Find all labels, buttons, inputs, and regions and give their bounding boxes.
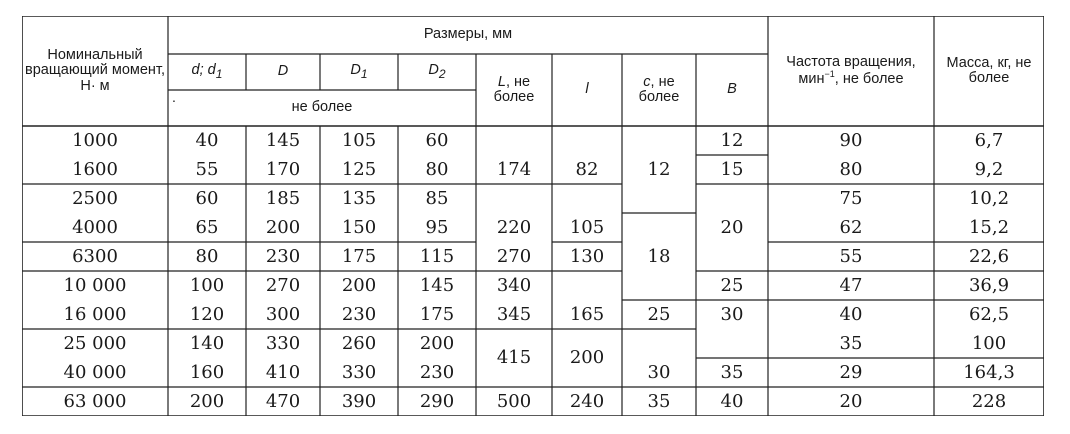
cell-l-merged: 415 [496, 347, 532, 368]
coupling-parameters-table [22, 16, 1044, 416]
cell-l-merged: 220 [496, 216, 532, 238]
cell-l-merged: 345 [496, 303, 532, 325]
cell-mass: 164,3 [963, 361, 1015, 383]
cell-moment: 4000 [72, 216, 118, 238]
cell-l-merged: 270 [496, 245, 532, 267]
cell-D1: 125 [341, 158, 377, 180]
cell-D: 200 [265, 216, 301, 238]
cell-moment: 1600 [72, 158, 118, 180]
cell-D2: 175 [419, 303, 455, 325]
cell-freq: 29 [839, 361, 863, 383]
header-mass [934, 16, 1044, 126]
cell-b-merged: 20 [720, 216, 744, 238]
cell-freq: 40 [839, 303, 863, 325]
header-not-more-label: не более [291, 99, 353, 116]
cell-freq: 80 [839, 158, 863, 180]
cell-c-merged: 12 [647, 158, 671, 180]
cell-d: 120 [189, 303, 225, 325]
header-D2-label: D [428, 62, 439, 79]
cell-D: 410 [265, 361, 301, 383]
cell-freq: 90 [839, 129, 863, 151]
cell-moment: 6300 [72, 245, 118, 267]
cell-mass: 9,2 [974, 158, 1004, 180]
cell-b-merged: 15 [720, 158, 744, 180]
cell-freq: 47 [839, 274, 863, 296]
cell-l-merged: 82 [575, 158, 599, 180]
header-freq-sup: −1 [824, 69, 835, 80]
cell-D2: 60 [425, 129, 449, 151]
header-D2 [398, 54, 476, 90]
cell-D1: 390 [341, 390, 377, 412]
cell-mass: 6,7 [974, 129, 1004, 151]
header-c-letter: c [643, 73, 651, 90]
cell-d: 55 [195, 158, 219, 180]
cell-l-merged: 500 [496, 390, 532, 412]
cell-D: 170 [265, 158, 301, 180]
header-dot-mark: · [171, 91, 177, 108]
cell-mass: 22,6 [968, 245, 1010, 267]
cell-moment: 2500 [72, 187, 118, 209]
cell-b-merged: 30 [720, 303, 744, 325]
cell-D1: 150 [341, 216, 377, 238]
cell-D1: 230 [341, 303, 377, 325]
cell-b-merged: 35 [720, 361, 744, 383]
header-L-tail: , не более [493, 73, 535, 105]
cell-D2: 145 [419, 274, 455, 296]
cell-l-merged: 130 [569, 245, 605, 267]
header-D [246, 54, 320, 90]
cell-D1: 330 [341, 361, 377, 383]
header-D2-sub: 2 [438, 67, 446, 82]
header-sizes-label: Размеры, мм [423, 26, 513, 43]
cell-b-merged: 40 [720, 390, 744, 412]
cell-c-merged: 30 [647, 361, 671, 383]
cell-mass: 100 [971, 332, 1007, 354]
header-L-letter: L [497, 73, 506, 90]
cell-l-merged: 165 [569, 303, 605, 325]
cell-D: 270 [265, 274, 301, 296]
cell-D2: 85 [425, 187, 449, 209]
cell-mass: 10,2 [968, 187, 1010, 209]
cell-d: 65 [195, 216, 219, 238]
header-B-label: B [727, 81, 737, 98]
cell-b-merged: 25 [720, 274, 744, 296]
cell-l-merged: 174 [496, 158, 532, 180]
header-freq-tail: , не более [834, 70, 904, 87]
cell-D2: 230 [419, 361, 455, 383]
header-D1-label: D [350, 62, 361, 79]
cell-freq: 35 [839, 332, 863, 354]
cell-l-merged: 240 [569, 390, 605, 412]
cell-D1: 175 [341, 245, 377, 267]
cell-d: 140 [189, 332, 225, 354]
cell-d: 200 [189, 390, 225, 412]
cell-b-merged: 12 [720, 129, 744, 151]
cell-D1: 260 [341, 332, 377, 354]
cell-c-merged: 35 [647, 390, 671, 412]
header-D1 [320, 54, 398, 90]
cell-moment: 40 000 [63, 361, 127, 383]
cell-l-merged: 105 [569, 216, 605, 238]
header-l-label: l [585, 81, 589, 98]
cell-freq: 20 [839, 390, 863, 412]
cell-D1: 105 [341, 129, 377, 151]
header-D-label: D [277, 63, 289, 80]
cell-D1: 135 [341, 187, 377, 209]
cell-D: 330 [265, 332, 301, 354]
cell-D: 185 [265, 187, 301, 209]
header-B [696, 54, 768, 126]
cell-c-merged: 18 [647, 245, 671, 267]
cell-D: 230 [265, 245, 301, 267]
cell-D2: 80 [425, 158, 449, 180]
cell-d: 100 [189, 274, 225, 296]
cell-mass: 15,2 [968, 216, 1010, 238]
header-l [552, 54, 622, 126]
cell-freq: 55 [839, 245, 863, 267]
header-d-sub: 1 [215, 67, 223, 82]
header-freq [768, 16, 934, 126]
cell-moment: 10 000 [63, 274, 127, 296]
cell-moment: 25 000 [63, 332, 127, 354]
cell-D2: 95 [425, 216, 449, 238]
header-c-tail: , не более [638, 73, 680, 105]
header-moment [22, 16, 168, 126]
cell-D: 300 [265, 303, 301, 325]
cell-moment: 16 000 [63, 303, 127, 325]
header-d-label: d; d [191, 62, 216, 79]
cell-freq: 62 [839, 216, 863, 238]
header-mass-label: Масса, кг, не более [946, 54, 1032, 86]
header-not-more [168, 90, 476, 126]
header-L [476, 54, 552, 126]
cell-l-merged: 200 [569, 347, 605, 368]
header-c [622, 54, 696, 126]
cell-freq: 75 [839, 187, 863, 209]
header-d [168, 54, 246, 90]
cell-d: 160 [189, 361, 225, 383]
cell-D2: 115 [419, 245, 455, 267]
header-sizes [168, 16, 768, 54]
cell-moment: 63 000 [63, 390, 127, 412]
cell-moment: 1000 [72, 129, 118, 151]
cell-D2: 290 [419, 390, 455, 412]
header-moment-label: Номинальный вращающий момент, Н· м [25, 47, 165, 94]
cell-D: 145 [265, 129, 301, 151]
cell-D2: 200 [419, 332, 455, 354]
cell-mass: 62,5 [968, 303, 1010, 325]
cell-l-merged: 340 [496, 274, 532, 296]
cell-c-merged: 25 [647, 303, 671, 325]
cell-D: 470 [265, 390, 301, 412]
cell-d: 80 [195, 245, 219, 267]
header-freq-label: Частота вращения, мин [786, 53, 916, 87]
cell-d: 60 [195, 187, 219, 209]
cell-mass: 228 [971, 390, 1007, 412]
cell-mass: 36,9 [968, 274, 1010, 296]
header-D1-sub: 1 [360, 67, 368, 82]
cell-d: 40 [195, 129, 219, 151]
cell-D1: 200 [341, 274, 377, 296]
